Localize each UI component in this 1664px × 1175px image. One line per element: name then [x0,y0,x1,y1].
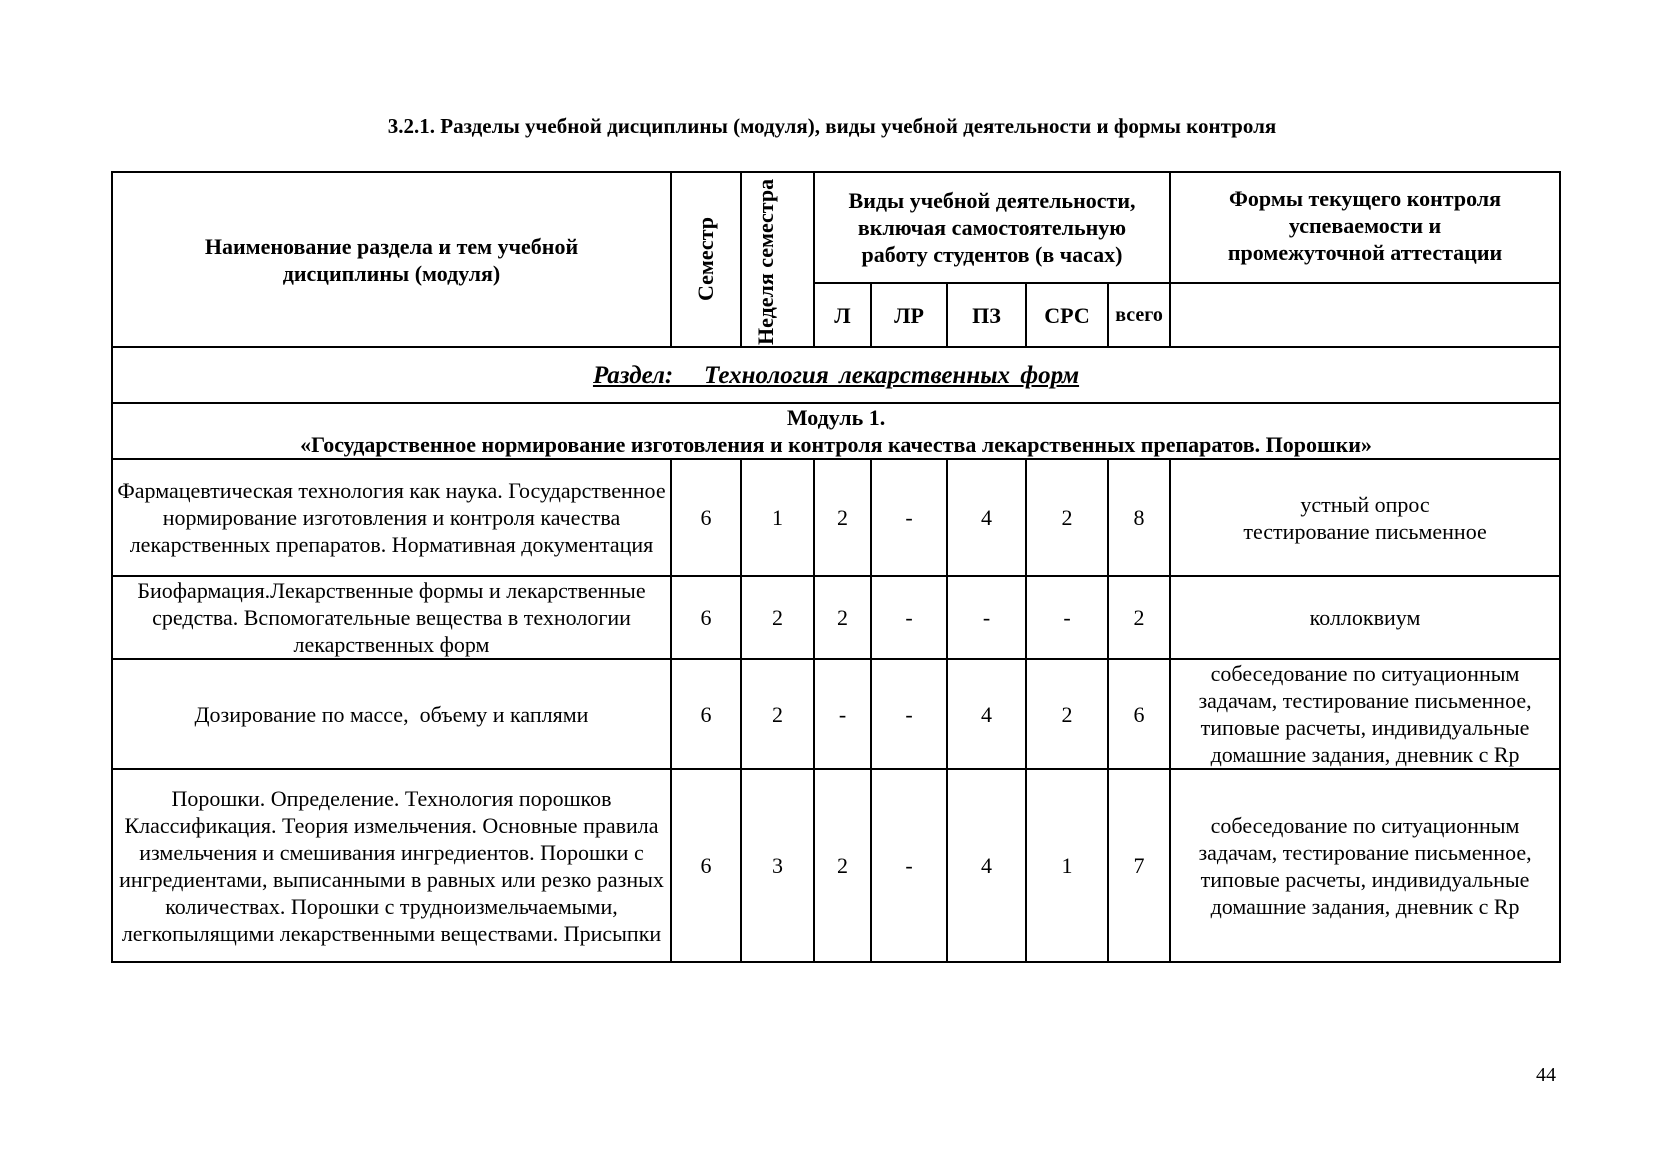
row-week: 2 [741,659,814,769]
discipline-table [111,171,1561,963]
row-l: 2 [814,769,871,962]
header-lr: ЛР [871,283,947,347]
row-total: 8 [1108,459,1170,576]
table-row [112,769,1560,962]
row-topic: Фармацевтическая технология как наука. Государственное нормирование изготовления и контроля качества лекарственных препаратов. Нормативная документация [112,459,671,576]
row-srs: 2 [1026,459,1108,576]
row-lr: - [871,576,947,659]
row-srs: 2 [1026,659,1108,769]
row-srs: 1 [1026,769,1108,962]
row-week: 2 [741,576,814,659]
row-topic: Дозирование по массе, объему и каплями [112,659,671,769]
row-topic: Биофармация.Лекарственные формы и лекарственные средства. Вспомогательные вещества в технологии лекарственных форм [112,576,671,659]
row-week: 1 [741,459,814,576]
row-srs: - [1026,576,1108,659]
module-title: «Государственное нормирование изготовления и контроля качества лекарственных препаратов. Порошки» [300,432,1372,457]
row-semester: 6 [671,659,741,769]
header-week [741,172,814,347]
row-topic: Порошки. Определение. Технология порошков Классификация. Теория измельчения. Основные правила измельчения и смешивания ингредиентов. Порошки с ингредиентами, выписанными в равных или резко разных количествах. Порошки с трудноизмельчаемыми, легкопылящими лекарственными веществами. Присыпки [112,769,671,962]
row-semester: 6 [671,576,741,659]
row-semester: 6 [671,769,741,962]
row-forms: собеседование по ситуационным задачам, тестирование письменное, типовые расчеты, индивидуальные домашние задания, дневник с Rp [1170,659,1560,769]
section-row [112,347,1560,403]
row-lr: - [871,459,947,576]
row-pz: 4 [947,459,1026,576]
header-total: всего [1108,283,1170,347]
module-row [112,403,1560,459]
row-lr: - [871,769,947,962]
header-semester [671,172,741,347]
row-l: - [814,659,871,769]
header-l: Л [814,283,871,347]
row-lr: - [871,659,947,769]
section-title: Раздел: Технология лекарственных форм [592,361,1080,389]
table-row [112,576,1560,659]
row-total: 6 [1108,659,1170,769]
page-number: 44 [1536,1064,1556,1086]
header-forms-empty [1170,283,1560,347]
row-total: 2 [1108,576,1170,659]
header-activity: Виды учебной деятельности, включая самостоятельную работу студентов (в часах) [814,172,1170,283]
header-srs: СРС [1026,283,1108,347]
header-pz: ПЗ [947,283,1026,347]
row-pz: 4 [947,769,1026,962]
row-l: 2 [814,459,871,576]
row-l: 2 [814,576,871,659]
header-name: Наименование раздела и тем учебной дисциплины (модуля) [112,172,671,347]
row-total: 7 [1108,769,1170,962]
header-semester-label: Семестр [693,217,718,302]
table-row [112,659,1560,769]
header-week-label: Неделя семестра [752,178,778,345]
table-row [112,459,1560,576]
row-week: 3 [741,769,814,962]
row-pz: 4 [947,659,1026,769]
row-pz: - [947,576,1026,659]
row-forms: устный опрос тестирование письменное [1170,459,1560,576]
header-forms: Формы текущего контроля успеваемости и промежуточной аттестации [1170,172,1560,283]
module-number: Модуль 1. [786,405,886,430]
row-semester: 6 [671,459,741,576]
row-forms: собеседование по ситуационным задачам, тестирование письменное, типовые расчеты, индивидуальные домашние задания, дневник с Rp [1170,769,1560,962]
document-title: 3.2.1. Разделы учебной дисциплины (модуля), виды учебной деятельности и формы контроля [387,114,1277,138]
row-forms: коллоквиум [1170,576,1560,659]
